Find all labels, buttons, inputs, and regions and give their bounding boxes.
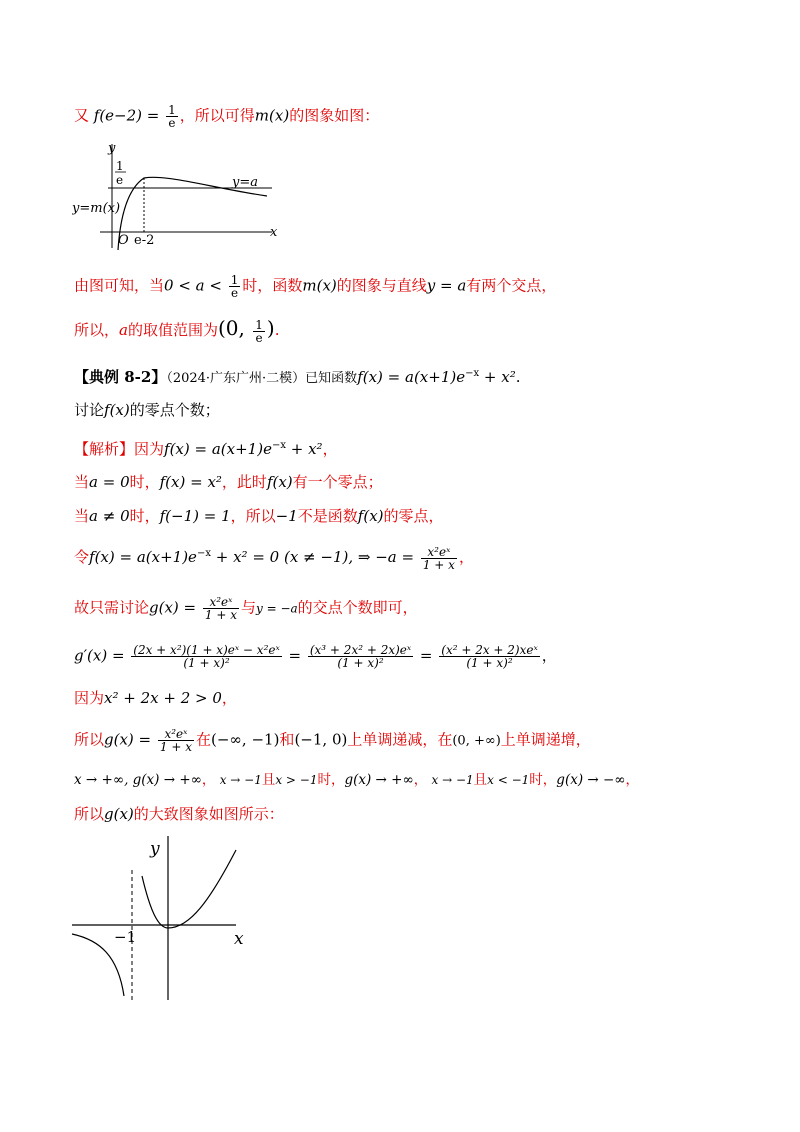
line-2 (74, 274, 556, 299)
text: . (515, 368, 521, 386)
line-5 (74, 400, 220, 420)
y-axis-label: y (108, 141, 116, 156)
text: 时， (529, 772, 557, 788)
formula: m(x) (254, 106, 290, 125)
formula: y = a (426, 276, 467, 295)
formula: (−1, 0) (294, 730, 348, 749)
formula: x → +∞, g(x) → +∞ (74, 772, 202, 788)
fraction (229, 274, 241, 299)
formula: f(x) = x² (159, 473, 222, 491)
text: 由图可知，当 (74, 276, 165, 295)
line-10 (74, 596, 418, 621)
formula: x → −1 (431, 773, 474, 787)
formula: x² + 2x + 2 > 0 (104, 689, 222, 707)
text: （2024·广东广州·二模）已知函数 (166, 371, 358, 386)
text: 时， (129, 507, 160, 525)
line-7 (74, 472, 383, 492)
line-11: g′(x) = $\frac{\text{(2x + x²)(1 + x)eˣ − x²eˣ}}{\text{(1 + x)²}}$ = $\frac{\text{(x³ + 2x² + 2x)eˣ}}{\text{(1 + x)²}}$ = $\frac{\text{(x² + 2x + 2)xeˣ}}{\text{(1 + x)²}}$ ， (74, 643, 557, 670)
numerator: (2x + x²)(1 + x)eˣ − x²eˣ (133, 643, 280, 657)
fraction (203, 596, 239, 621)
formula: g′(x) = (74, 646, 130, 665)
denominator: e (255, 330, 263, 345)
text: 不是函数 (297, 507, 358, 525)
denominator: (1 + x)² (183, 656, 230, 670)
formula: m(x) (302, 276, 337, 295)
text: 的大致图象如图所示： (133, 805, 284, 823)
formula: g(x) → +∞ (344, 772, 414, 788)
y-axis-label: y (150, 839, 160, 859)
formula: a ≠ 0 (89, 507, 130, 525)
formula: + x² (479, 368, 516, 386)
line-label: y=a (232, 175, 258, 190)
formula: (0, +∞) (452, 733, 501, 749)
analysis-tag: 【解析】 (74, 440, 135, 458)
formula: + x² = 0 (x ≠ −1), ⇒ −a = (210, 548, 419, 566)
formula: y = −a (256, 601, 298, 616)
curve-label: y=m(x) (72, 201, 121, 216)
denominator: (1 + x)² (466, 656, 513, 670)
formula: f(x) (266, 473, 293, 491)
formula: a (119, 321, 128, 339)
denominator: e (168, 116, 176, 130)
formula: (0, (217, 316, 252, 340)
fraction (131, 644, 281, 669)
denominator: 1 + x (159, 740, 192, 754)
formula: f(x) (104, 401, 130, 419)
line-3 (74, 318, 279, 344)
formula: f(x) = a(x+1)e (164, 440, 272, 458)
formula: f(−1) = 1 (159, 507, 231, 525)
fraction (166, 104, 178, 129)
numerator: 1 (168, 103, 176, 117)
text: ， (413, 772, 428, 788)
denominator: e (230, 286, 239, 300)
exponent: −x (271, 440, 286, 451)
text: 和 (279, 730, 295, 749)
denominator: (1 + x)² (337, 656, 384, 670)
text: 的零点， (383, 507, 444, 525)
formula: g(x) (104, 805, 134, 823)
fraction (421, 546, 457, 571)
text: 所以 (74, 730, 105, 749)
exponent: −x (465, 368, 480, 379)
text: ， (201, 772, 216, 788)
text: 时， (129, 473, 160, 491)
figure-m-graph (72, 140, 282, 250)
example-tag: 【典例 8-2】 (74, 368, 167, 386)
text: 所以 (74, 805, 105, 823)
text: ， (322, 440, 338, 458)
text: 有一个零点； (292, 473, 383, 491)
text: 时，函数 (242, 276, 303, 295)
formula: a = 0 (89, 473, 130, 491)
formula: f(x) = a(x+1)e (357, 368, 466, 386)
fraction (308, 644, 413, 669)
formula: ) (266, 316, 275, 340)
tick-label: −1 (114, 928, 137, 946)
text: 又 (74, 106, 94, 125)
text: 的零点个数； (129, 401, 220, 419)
tick-label: e (116, 173, 124, 187)
numerator: 1 (255, 317, 263, 332)
text: 且 (473, 772, 488, 788)
formula: g(x) = (104, 730, 156, 749)
line-9 (74, 544, 474, 571)
formula: −1 (275, 507, 298, 525)
denominator: 1 + x (422, 557, 455, 572)
text: 因为 (134, 440, 165, 458)
fraction (253, 319, 265, 344)
numerator: (x² + 2x + 2)xeˣ (441, 643, 538, 657)
formula: (−∞, −1) (211, 730, 280, 749)
numerator: (x³ + 2x² + 2x)eˣ (309, 643, 412, 657)
figure-g-graph (70, 830, 270, 1010)
line-6 (74, 436, 338, 459)
text: 故只需讨论 (74, 598, 150, 617)
text: ， (625, 772, 640, 788)
numerator: 1 (230, 273, 239, 287)
x-axis-label: x (270, 225, 278, 240)
text: 讨论 (74, 401, 105, 419)
denominator: 1 + x (204, 608, 237, 622)
exponent: −x (196, 548, 211, 559)
text: 的交点个数即可， (297, 598, 418, 617)
formula: 0 < a < (164, 276, 227, 295)
text: 因为 (74, 689, 105, 707)
formula: g(x) → −∞ (556, 772, 626, 788)
line-4 (74, 364, 521, 389)
x-axis-label: x (234, 929, 244, 949)
tick-label: 1 (116, 159, 124, 173)
text: 的图象与直线 (336, 276, 427, 295)
text: 有两个交点， (466, 276, 557, 295)
text: ，此时 (221, 473, 267, 491)
numerator: x²eˣ (203, 596, 239, 609)
formula: f(x) (357, 507, 384, 525)
origin-label: O (118, 233, 129, 248)
line-14 (74, 770, 639, 790)
formula: f(x) = a(x+1)e (89, 548, 197, 566)
text: 所以， (74, 321, 120, 339)
text: 当 (74, 507, 90, 525)
numerator: x²eˣ (421, 546, 457, 559)
text: 的取值范围为 (127, 321, 218, 339)
tick-label: e-2 (134, 233, 155, 248)
fraction (158, 728, 194, 753)
text: 与 (240, 598, 256, 617)
text: ，所以 (230, 507, 276, 525)
text: ， (458, 548, 474, 566)
line-1 (74, 104, 379, 129)
text: ， (541, 646, 557, 665)
text: 上单调递增， (500, 730, 591, 749)
line-13 (74, 728, 591, 753)
line-8 (74, 506, 444, 526)
text: . (274, 321, 280, 339)
text: ， (221, 689, 237, 707)
text: 在 (195, 730, 211, 749)
formula: x → −1 (219, 773, 262, 787)
formula: x < −1 (487, 773, 530, 787)
formula: f(e−2) = (93, 106, 165, 125)
text: 的图象如图： (289, 106, 380, 125)
text: 令 (74, 548, 90, 566)
text: 当 (74, 473, 90, 491)
line-12 (74, 688, 237, 708)
text: 且 (261, 772, 276, 788)
numerator: x²eˣ (158, 728, 194, 741)
formula: g(x) = (149, 598, 201, 617)
text: 上单调递减，在 (347, 730, 453, 749)
formula: + x² (285, 440, 323, 458)
formula: x > −1 (275, 773, 318, 787)
fraction (439, 644, 539, 669)
text: 时， (317, 772, 345, 788)
line-15 (74, 804, 284, 824)
text: ，所以可得 (179, 106, 255, 125)
